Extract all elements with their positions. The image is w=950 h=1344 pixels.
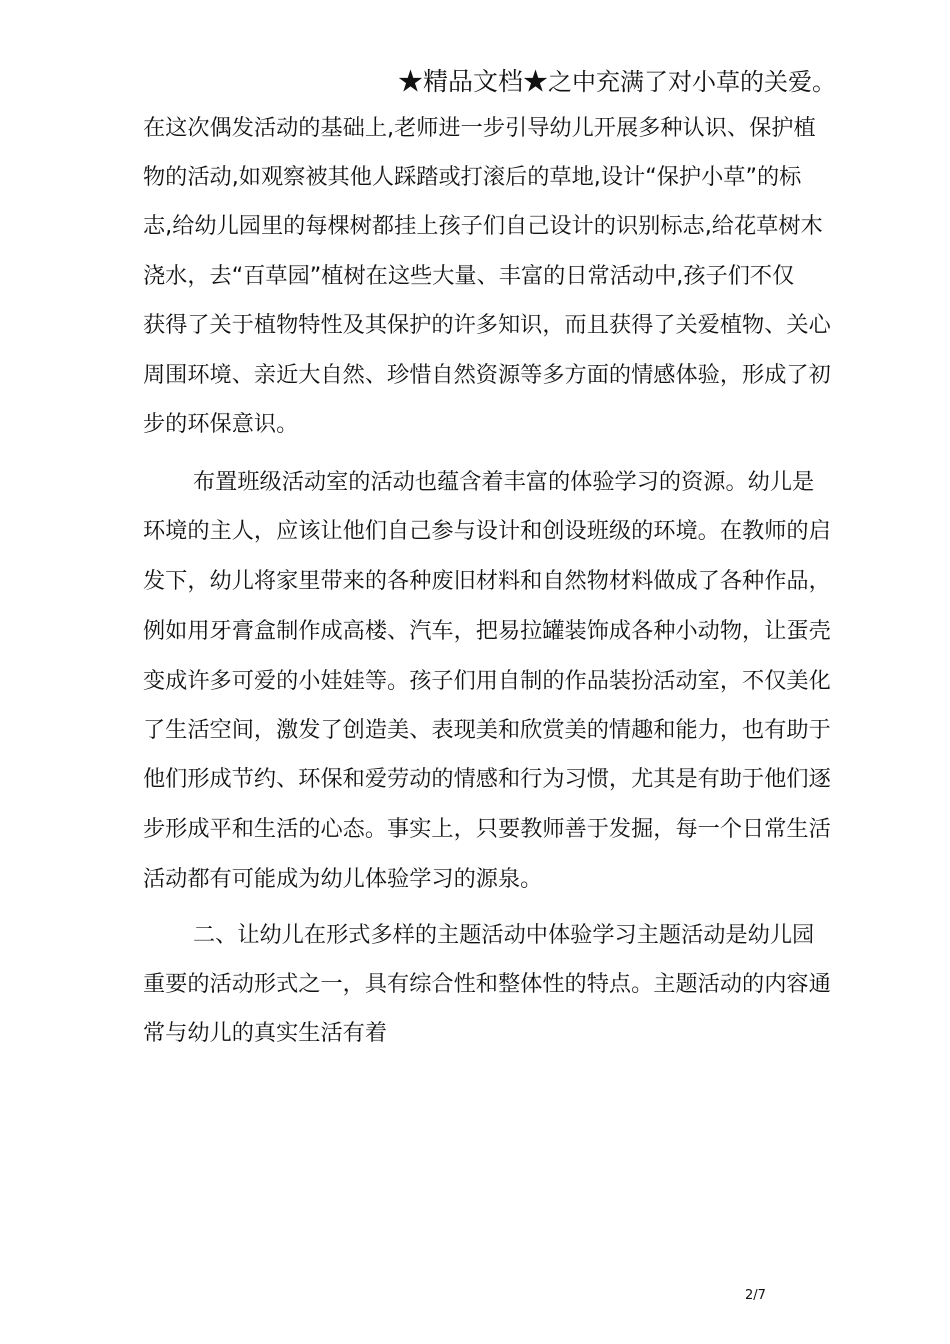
paragraph-1-line-4: 浇水，去“百草园”植树在这些大量、丰富的日常活动中,孩子们不仅 [143, 263, 795, 289]
paragraph-2-line-3: 发下，幼儿将家里带来的各种废旧材料和自然物材料做成了各种作品， [143, 568, 831, 594]
paragraph-2-line-1: 布置班级活动室的活动也蕴含着丰富的体验学习的资源。幼儿是 [193, 469, 815, 495]
paragraph-1-line-1: 在这次偶发活动的基础上,老师进一步引导幼儿开展多种认识、保护植 [143, 115, 816, 141]
paragraph-2-line-2: 环境的主人，应该让他们自己参与设计和创设班级的环境。在教师的启 [143, 518, 831, 544]
paragraph-3-line-1: 二、让幼儿在形式多样的主题活动中体验学习主题活动是幼儿园 [193, 922, 815, 948]
paragraph-2-line-6: 了生活空间，激发了创造美、表现美和欣赏美的情趣和能力，也有助于 [143, 717, 831, 743]
paragraph-2-line-5: 变成许多可爱的小娃娃等。孩子们用自制的作品装扮活动室，不仅美化 [143, 668, 831, 694]
paragraph-2-line-7: 他们形成节约、环保和爱劳动的情感和行为习惯，尤其是有助于他们逐 [143, 766, 831, 792]
paragraph-2-line-4: 例如用牙膏盒制作成高楼、汽车，把易拉罐装饰成各种小动物，让蛋壳 [143, 618, 831, 644]
header-line [398, 62, 838, 102]
paragraph-3-line-3: 常与幼儿的真实生活有着 [143, 1020, 388, 1046]
header-continuation-text: 之中充满了对小草的关爱。 [548, 68, 837, 96]
page-number: 2/7 [745, 1288, 766, 1303]
paragraph-3-line-2: 重要的活动形式之一，具有综合性和整体性的特点。主题活动的内容通 [143, 971, 831, 997]
paragraph-1-line-6: 周围环境、亲近大自然、珍惜自然资源等多方面的情感体验，形成了初 [143, 362, 831, 388]
paragraph-1-line-2: 物的活动,如观察被其他人踩踏或打滚后的草地,设计“保护小草”的标 [143, 164, 802, 190]
paragraph-2-line-8: 步形成平和生活的心态。事实上，只要教师善于发掘，每一个日常生活 [143, 816, 831, 842]
document-brand-label: ★精品文档★ [398, 67, 549, 96]
paragraph-1-line-7: 步的环保意识。 [143, 411, 299, 437]
paragraph-1-line-3: 志,给幼儿园里的每棵树都挂上孩子们自己设计的识别标志,给花草树木 [143, 213, 823, 239]
paragraph-2-line-9: 活动都有可能成为幼儿体验学习的源泉。 [143, 866, 543, 892]
paragraph-1-line-5: 获得了关于植物特性及其保护的许多知识，而且获得了关爱植物、关心 [143, 312, 831, 338]
